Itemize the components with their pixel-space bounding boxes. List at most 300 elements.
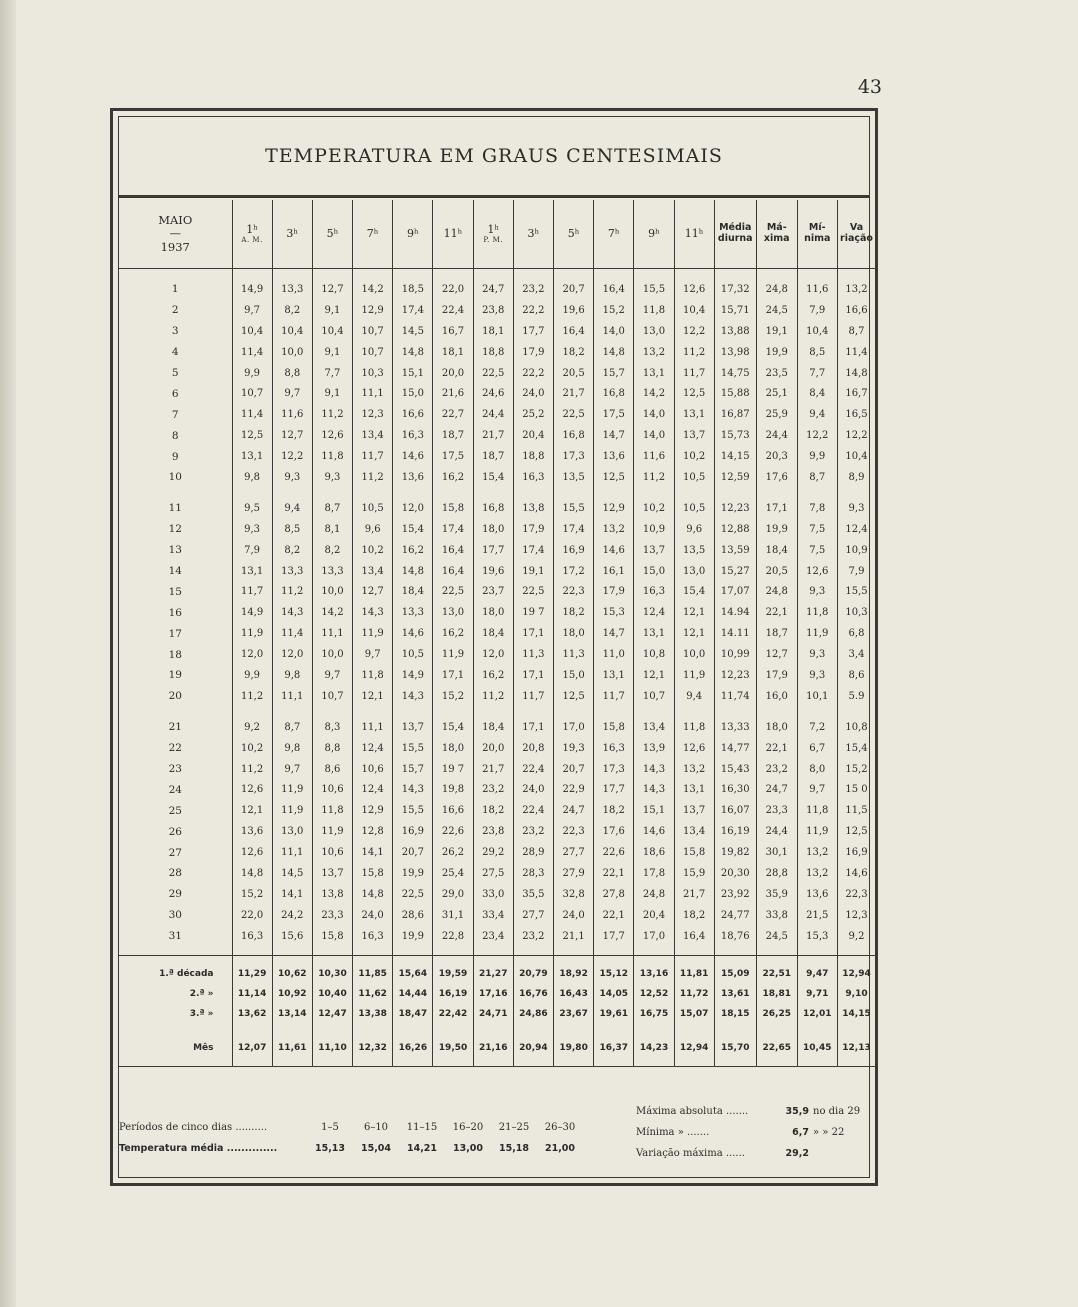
- spacer-cell: [312, 955, 352, 964]
- value-cell: 15,27: [714, 561, 756, 582]
- value-cell: 28,9: [513, 842, 553, 863]
- value-cell: 11,4: [837, 342, 875, 363]
- value-cell: 15,9: [674, 863, 714, 884]
- value-cell: 16,3: [634, 581, 674, 602]
- spacer-cell: [634, 488, 674, 498]
- value-cell: 14,9: [232, 602, 272, 623]
- value-cell: 22,5: [513, 581, 553, 602]
- header-col-5am: 5ʰ: [312, 200, 352, 269]
- value-cell: 7,5: [797, 519, 837, 540]
- value-cell: 21,7: [473, 759, 513, 780]
- value-cell: 12,4: [837, 519, 875, 540]
- value-cell: 33,0: [473, 884, 513, 905]
- day-cell: 19: [168, 669, 182, 682]
- value-cell: 28,3: [513, 863, 553, 884]
- spacer-cell: [312, 269, 352, 280]
- summary-value: 24,71: [473, 1004, 513, 1024]
- value-cell: 24,6: [473, 383, 513, 404]
- value-cell: 13,3: [272, 279, 312, 300]
- summary-label: 3.ª »: [189, 1008, 214, 1019]
- spacer-cell: [756, 1024, 797, 1038]
- value-cell: 8,7: [312, 498, 352, 519]
- value-cell: 16,2: [473, 665, 513, 686]
- value-cell: 15,1: [393, 363, 433, 384]
- table-inner-frame: [118, 116, 873, 1178]
- value-cell: 9,9: [232, 363, 272, 384]
- summary-value: 14,23: [634, 1038, 674, 1058]
- summary-row: [119, 1038, 875, 1058]
- value-cell: 11,8: [353, 665, 393, 686]
- spacer-row: [119, 269, 875, 280]
- value-cell: 11,1: [353, 717, 393, 738]
- table-row: [119, 623, 875, 644]
- value-cell: 22,2: [513, 363, 553, 384]
- value-cell: 11,2: [353, 467, 393, 488]
- value-cell: 24,4: [756, 821, 797, 842]
- value-cell: 7,5: [797, 540, 837, 561]
- table-row: [119, 800, 875, 821]
- value-cell: 13,4: [353, 425, 393, 446]
- page-edge: [0, 0, 16, 1307]
- spacer-cell: [797, 1058, 837, 1067]
- summary-value: 10,30: [312, 964, 352, 984]
- table-row: [119, 363, 875, 384]
- summary-label: Mês: [193, 1042, 214, 1053]
- value-cell: 12,6: [232, 842, 272, 863]
- periods-range-row: [119, 1117, 619, 1138]
- value-cell: 21,7: [554, 383, 594, 404]
- spacer-cell: [756, 955, 797, 964]
- value-cell: 16,3: [232, 926, 272, 947]
- table-row: [119, 498, 875, 519]
- spacer-cell: [634, 955, 674, 964]
- value-cell: 12,6: [312, 425, 352, 446]
- value-cell: 25,4: [433, 863, 473, 884]
- value-cell: 12,9: [353, 300, 393, 321]
- value-cell: 17,7: [594, 779, 634, 800]
- value-cell: 15,8: [594, 717, 634, 738]
- value-cell: 12,0: [393, 498, 433, 519]
- value-cell: 20,3: [756, 446, 797, 467]
- table-row: [119, 404, 875, 425]
- value-cell: 11,9: [674, 665, 714, 686]
- value-cell: 12,6: [232, 779, 272, 800]
- spacer-cell: [674, 947, 714, 956]
- value-cell: 12,1: [674, 623, 714, 644]
- spacer-cell: [232, 947, 272, 956]
- summary-value: 14,05: [594, 984, 634, 1004]
- value-cell: 19,1: [756, 321, 797, 342]
- header-col-1am: 1ʰ A. M.: [232, 200, 272, 269]
- table-row: [119, 644, 875, 665]
- spacer-cell: [594, 1058, 634, 1067]
- value-cell: 24,0: [554, 905, 594, 926]
- value-cell: 16,9: [393, 821, 433, 842]
- spacer-cell: [232, 1024, 272, 1038]
- value-cell: 7,9: [232, 540, 272, 561]
- value-cell: 12,8: [353, 821, 393, 842]
- max-abs-note: no dia 29: [813, 1106, 861, 1117]
- spacer-cell: [513, 707, 553, 717]
- value-cell: 14.11: [714, 623, 756, 644]
- summary-value: 19,80: [554, 1038, 594, 1058]
- value-cell: 11,9: [232, 623, 272, 644]
- summary-value: 9,71: [797, 984, 837, 1004]
- summary-value: 22,51: [756, 964, 797, 984]
- header-dash: —: [169, 226, 181, 241]
- value-cell: 10,4: [312, 321, 352, 342]
- value-cell: 9,6: [674, 519, 714, 540]
- value-cell: 11,9: [312, 821, 352, 842]
- spacer-cell: [714, 955, 756, 964]
- table-row: [119, 779, 875, 800]
- value-cell: 12,5: [554, 686, 594, 707]
- spacer-cell: [119, 1024, 232, 1038]
- value-cell: 22,1: [594, 863, 634, 884]
- value-cell: 14,3: [393, 686, 433, 707]
- day-cell: 6: [171, 387, 179, 400]
- day-cell: 7: [171, 408, 179, 421]
- value-cell: 23,8: [473, 821, 513, 842]
- value-cell: 9,4: [674, 686, 714, 707]
- value-cell: 9,8: [232, 467, 272, 488]
- value-cell: 10,9: [837, 540, 875, 561]
- spacer-cell: [756, 707, 797, 717]
- value-cell: 10,7: [634, 686, 674, 707]
- value-cell: 14,0: [634, 425, 674, 446]
- summary-value: 12,47: [312, 1004, 352, 1024]
- header-col-minima: Mí- nima: [797, 200, 837, 269]
- summary-value: 22,42: [433, 1004, 473, 1024]
- value-cell: 10,2: [353, 540, 393, 561]
- value-cell: 7,8: [797, 498, 837, 519]
- table-row: [119, 383, 875, 404]
- value-cell: 19,9: [393, 926, 433, 947]
- value-cell: 11,2: [312, 404, 352, 425]
- value-cell: 9,9: [232, 665, 272, 686]
- summary-value: 21,16: [473, 1038, 513, 1058]
- spacer-cell: [119, 488, 232, 498]
- value-cell: 11,6: [634, 446, 674, 467]
- value-cell: 16,19: [714, 821, 756, 842]
- spacer-cell: [714, 269, 756, 280]
- value-cell: 13,3: [393, 602, 433, 623]
- summary-value: 12,01: [797, 1004, 837, 1024]
- header-row: [119, 200, 875, 269]
- summary-value: 17,16: [473, 984, 513, 1004]
- value-cell: 17,9: [513, 342, 553, 363]
- value-cell: 9,2: [837, 926, 875, 947]
- value-cell: 17,6: [756, 467, 797, 488]
- value-cell: 15,73: [714, 425, 756, 446]
- value-cell: 20,0: [433, 363, 473, 384]
- spacer-cell: [312, 707, 352, 717]
- value-cell: 16,8: [554, 425, 594, 446]
- table-row: [119, 540, 875, 561]
- summary-value: 15,64: [393, 964, 433, 984]
- table-row: [119, 842, 875, 863]
- value-cell: 25,2: [513, 404, 553, 425]
- spacer-cell: [513, 1058, 553, 1067]
- spacer-cell: [433, 947, 473, 956]
- value-cell: 10,7: [353, 342, 393, 363]
- value-cell: 14,15: [714, 446, 756, 467]
- value-cell: 11,7: [594, 686, 634, 707]
- day-cell: 2: [171, 304, 179, 317]
- value-cell: 24,0: [513, 383, 553, 404]
- spacer-cell: [393, 1024, 433, 1038]
- spacer-cell: [837, 1058, 875, 1067]
- value-cell: 12,2: [272, 446, 312, 467]
- value-cell: 16,4: [554, 321, 594, 342]
- summary-value: 18,15: [714, 1004, 756, 1024]
- summary-value: 16,75: [634, 1004, 674, 1024]
- value-cell: 8,3: [312, 717, 352, 738]
- value-cell: 11,2: [634, 467, 674, 488]
- spacer-cell: [797, 1024, 837, 1038]
- max-abs-label: Máxima absoluta .......: [636, 1106, 749, 1117]
- value-cell: 14,3: [272, 602, 312, 623]
- value-cell: 11,1: [272, 686, 312, 707]
- day-cell: 8: [171, 429, 179, 442]
- spacer-cell: [353, 955, 393, 964]
- day-cell: 26: [168, 825, 182, 838]
- value-cell: 12,23: [714, 498, 756, 519]
- summary-value: 18,81: [756, 984, 797, 1004]
- spacer-cell: [594, 1024, 634, 1038]
- value-cell: 14,1: [353, 842, 393, 863]
- summary-value: 12,07: [232, 1038, 272, 1058]
- summary-value: 18,47: [393, 1004, 433, 1024]
- spacer-cell: [837, 947, 875, 956]
- spacer-cell: [312, 488, 352, 498]
- value-cell: 12,7: [312, 279, 352, 300]
- spacer-cell: [674, 488, 714, 498]
- spacer-cell: [393, 955, 433, 964]
- value-cell: 18,2: [674, 905, 714, 926]
- day-cell: 13: [168, 544, 182, 557]
- value-cell: 30,1: [756, 842, 797, 863]
- day-cell: 17: [168, 627, 182, 640]
- value-cell: 17,4: [433, 519, 473, 540]
- value-cell: 18,4: [473, 623, 513, 644]
- value-cell: 10,6: [312, 842, 352, 863]
- summary-value: 16,19: [433, 984, 473, 1004]
- value-cell: 16,9: [837, 842, 875, 863]
- value-cell: 11,74: [714, 686, 756, 707]
- value-cell: 14,6: [837, 863, 875, 884]
- day-cell: 23: [168, 763, 182, 776]
- value-cell: 11,8: [797, 800, 837, 821]
- value-cell: 12,2: [837, 425, 875, 446]
- summary-value: 10,62: [272, 964, 312, 984]
- value-cell: 12,5: [594, 467, 634, 488]
- value-cell: 20,5: [554, 363, 594, 384]
- value-cell: 16,7: [433, 321, 473, 342]
- value-cell: 17,4: [554, 519, 594, 540]
- period-temp: 21,00: [544, 1143, 576, 1154]
- table-row: [119, 926, 875, 947]
- value-cell: 9,3: [797, 581, 837, 602]
- value-cell: 23,2: [473, 779, 513, 800]
- summary-value: 11,10: [312, 1038, 352, 1058]
- value-cell: 14,75: [714, 363, 756, 384]
- summary-value: 10,40: [312, 984, 352, 1004]
- day-cell: 22: [168, 742, 182, 755]
- value-cell: 19 7: [513, 602, 553, 623]
- value-cell: 32,8: [554, 884, 594, 905]
- value-cell: 12,7: [756, 644, 797, 665]
- value-cell: 11,6: [272, 404, 312, 425]
- table-row: [119, 300, 875, 321]
- value-cell: 9,3: [797, 665, 837, 686]
- day-cell: 25: [168, 804, 182, 817]
- value-cell: 23,8: [473, 300, 513, 321]
- value-cell: 17,1: [756, 498, 797, 519]
- summary-value: 15,12: [594, 964, 634, 984]
- footer-section: [119, 1087, 869, 1177]
- summary-label: 1.ª década: [159, 968, 214, 979]
- value-cell: 11,8: [797, 602, 837, 623]
- value-cell: 11,2: [272, 581, 312, 602]
- value-cell: 12,5: [674, 383, 714, 404]
- value-cell: 9,8: [272, 665, 312, 686]
- value-cell: 13,7: [393, 717, 433, 738]
- spacer-cell: [513, 269, 553, 280]
- value-cell: 15,2: [594, 300, 634, 321]
- value-cell: 18,5: [393, 279, 433, 300]
- spacer-cell: [797, 955, 837, 964]
- value-cell: 22,1: [594, 905, 634, 926]
- value-cell: 14,6: [393, 446, 433, 467]
- value-cell: 9,1: [312, 383, 352, 404]
- value-cell: 21,7: [473, 425, 513, 446]
- summary-value: 15,09: [714, 964, 756, 984]
- value-cell: 24,5: [756, 926, 797, 947]
- value-cell: 13,2: [674, 759, 714, 780]
- value-cell: 22,6: [433, 821, 473, 842]
- value-cell: 12,0: [272, 644, 312, 665]
- spacer-cell: [554, 707, 594, 717]
- value-cell: 19,9: [756, 342, 797, 363]
- summary-value: 13,61: [714, 984, 756, 1004]
- spacer-cell: [473, 707, 513, 717]
- value-cell: 25,9: [756, 404, 797, 425]
- summary-value: 16,43: [554, 984, 594, 1004]
- value-cell: 13,3: [312, 561, 352, 582]
- value-cell: 16,4: [433, 540, 473, 561]
- spacer-cell: [232, 269, 272, 280]
- period-range: 11–15: [406, 1122, 438, 1133]
- spacer-cell: [714, 1058, 756, 1067]
- value-cell: 24,7: [756, 779, 797, 800]
- value-cell: 9,5: [232, 498, 272, 519]
- header-col-3pm: 3ʰ: [513, 200, 553, 269]
- value-cell: 11,2: [232, 759, 272, 780]
- period-temp: 15,18: [498, 1143, 530, 1154]
- value-cell: 23,2: [513, 821, 553, 842]
- value-cell: 15,8: [353, 863, 393, 884]
- min-abs-note: » » 22: [813, 1127, 845, 1138]
- spacer-cell: [674, 955, 714, 964]
- value-cell: 14,5: [272, 863, 312, 884]
- spacer-cell: [837, 955, 875, 964]
- value-cell: 23,5: [756, 363, 797, 384]
- value-cell: 18,0: [473, 519, 513, 540]
- value-cell: 22,8: [433, 926, 473, 947]
- spacer-cell: [232, 1058, 272, 1067]
- summary-value: 18,92: [554, 964, 594, 984]
- value-cell: 33,8: [756, 905, 797, 926]
- value-cell: 13,6: [797, 884, 837, 905]
- day-cell: 16: [168, 606, 182, 619]
- day-cell: 20: [168, 690, 182, 703]
- value-cell: 6,8: [837, 623, 875, 644]
- value-cell: 19,3: [554, 738, 594, 759]
- value-cell: 35,9: [756, 884, 797, 905]
- value-cell: 24,5: [756, 300, 797, 321]
- spacer-cell: [312, 1058, 352, 1067]
- summary-value: 13,62: [232, 1004, 272, 1024]
- value-cell: 13,8: [312, 884, 352, 905]
- spacer-row: [119, 488, 875, 498]
- value-cell: 15,8: [433, 498, 473, 519]
- value-cell: 13,2: [797, 863, 837, 884]
- value-cell: 13,2: [594, 519, 634, 540]
- value-cell: 17,7: [513, 321, 553, 342]
- spacer-cell: [232, 955, 272, 964]
- spacer-row: [119, 1058, 875, 1067]
- spacer-cell: [594, 955, 634, 964]
- spacer-cell: [353, 707, 393, 717]
- value-cell: 3,4: [837, 644, 875, 665]
- value-cell: 20,4: [513, 425, 553, 446]
- value-cell: 22,5: [473, 363, 513, 384]
- spacer-cell: [714, 707, 756, 717]
- spacer-cell: [272, 955, 312, 964]
- value-cell: 18,7: [756, 623, 797, 644]
- summary-row: [119, 964, 875, 984]
- table-row: [119, 759, 875, 780]
- value-cell: 11,7: [232, 581, 272, 602]
- value-cell: 19 7: [433, 759, 473, 780]
- value-cell: 14,3: [634, 779, 674, 800]
- value-cell: 12,2: [797, 425, 837, 446]
- value-cell: 20,0: [473, 738, 513, 759]
- spacer-cell: [554, 1024, 594, 1038]
- value-cell: 22,3: [554, 581, 594, 602]
- spacer-cell: [554, 955, 594, 964]
- spacer-cell: [554, 1058, 594, 1067]
- value-cell: 27,9: [554, 863, 594, 884]
- min-abs-row: [636, 1122, 876, 1143]
- value-cell: 11,9: [797, 821, 837, 842]
- value-cell: 18,76: [714, 926, 756, 947]
- summary-value: 26,25: [756, 1004, 797, 1024]
- value-cell: 13,5: [674, 540, 714, 561]
- max-abs-row: [636, 1101, 876, 1122]
- spacer-cell: [353, 488, 393, 498]
- value-cell: 10,0: [272, 342, 312, 363]
- value-cell: 14,6: [594, 540, 634, 561]
- value-cell: 24,8: [756, 581, 797, 602]
- value-cell: 15,2: [433, 686, 473, 707]
- value-cell: 10,5: [674, 498, 714, 519]
- summary-value: 11,72: [674, 984, 714, 1004]
- value-cell: 18,0: [473, 602, 513, 623]
- spacer-cell: [393, 947, 433, 956]
- header-col-9pm: 9ʰ: [634, 200, 674, 269]
